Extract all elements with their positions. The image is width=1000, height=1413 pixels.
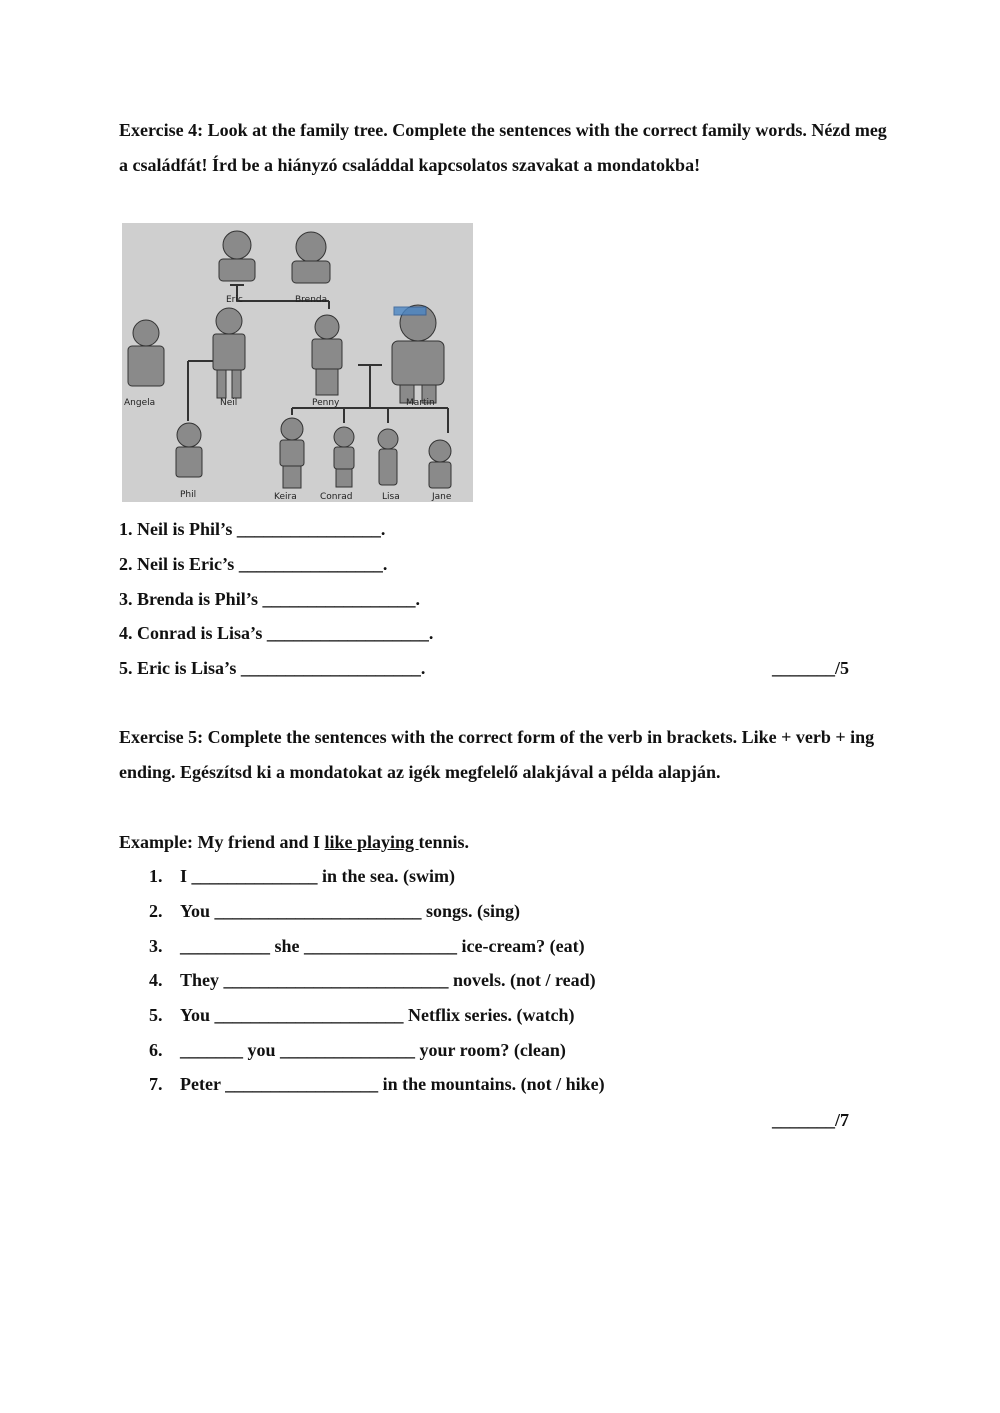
item-number: 6. (149, 1040, 163, 1060)
item-text: _______ you _______________ your room? (clean) (180, 1040, 566, 1060)
tree-label-jane: Jane (432, 492, 452, 502)
tree-label-angela: Angela (124, 398, 156, 408)
exercise4-item-4[interactable]: 4. Conrad is Lisa’s __________________. (119, 623, 434, 643)
exercise5-item-1[interactable] (149, 864, 455, 888)
tree-label-phil: Phil (180, 490, 197, 500)
example-suffix: tennis. (418, 832, 470, 852)
exercise5-score: _______/7 (772, 1110, 850, 1130)
item-text: Peter _________________ in the mountains. (not / hike) (180, 1074, 605, 1094)
tree-label-martin: Martin (406, 398, 435, 408)
example-underlined: like playing (324, 832, 419, 852)
tree-label-eric: Eric (226, 295, 243, 305)
exercise5-example (119, 830, 469, 854)
exercise5-item-2[interactable] (149, 899, 520, 923)
exercise5-item-3[interactable] (149, 934, 585, 958)
tree-label-brenda: Brenda (295, 295, 328, 305)
item-text: They _________________________ novels. (not / read) (180, 970, 596, 990)
item-number: 5. (149, 1005, 163, 1025)
tree-label-conrad: Conrad (320, 492, 353, 502)
item-number: 4. (149, 970, 163, 990)
exercise5-item-4[interactable] (149, 968, 596, 992)
family-tree-image (122, 223, 473, 502)
exercise4-item-1[interactable]: 1. Neil is Phil’s ________________. (119, 519, 386, 539)
exercise5-item-7[interactable] (149, 1072, 605, 1096)
item-text: I ______________ in the sea. (swim) (180, 866, 455, 886)
item-text: You _______________________ songs. (sing) (180, 901, 521, 921)
item-text: __________ she _________________ ice-cream? (eat) (180, 936, 585, 956)
example-prefix: Example: My friend and I (119, 832, 325, 852)
tree-label-lisa: Lisa (382, 492, 400, 502)
tree-label-keira: Keira (274, 492, 297, 502)
tree-label-penny: Penny (312, 398, 340, 408)
exercise5-item-6[interactable] (149, 1038, 566, 1062)
exercise4-score: _______/5 (772, 658, 850, 678)
exercise4-instructions: Exercise 4: Look at the family tree. Complete the sentences with the correct family words. Nézd meg a családfát! Írd be a hiányzó családdal kapcsolatos szavakat a mondatokba! (119, 120, 887, 175)
tree-label-neil: Neil (220, 398, 238, 408)
exercise4-item-5[interactable]: 5. Eric is Lisa’s ____________________. (119, 658, 426, 678)
exercise4-item-2[interactable]: 2. Neil is Eric’s ________________. (119, 554, 388, 574)
exercise4-item-3[interactable]: 3. Brenda is Phil’s _________________. (119, 589, 421, 609)
exercise5-instructions: Exercise 5: Complete the sentences with the correct form of the verb in brackets. Like + verb + ing ending. Egészítsd ki a mondatokat az igék megfelelő alakjával a példa alapján. (119, 727, 875, 782)
item-number: 7. (149, 1074, 163, 1094)
item-number: 3. (149, 936, 163, 956)
exercise5-item-5[interactable] (149, 1003, 574, 1027)
item-number: 2. (149, 901, 163, 921)
item-text: You _____________________ Netflix series. (watch) (180, 1005, 575, 1025)
item-number: 1. (149, 866, 163, 886)
